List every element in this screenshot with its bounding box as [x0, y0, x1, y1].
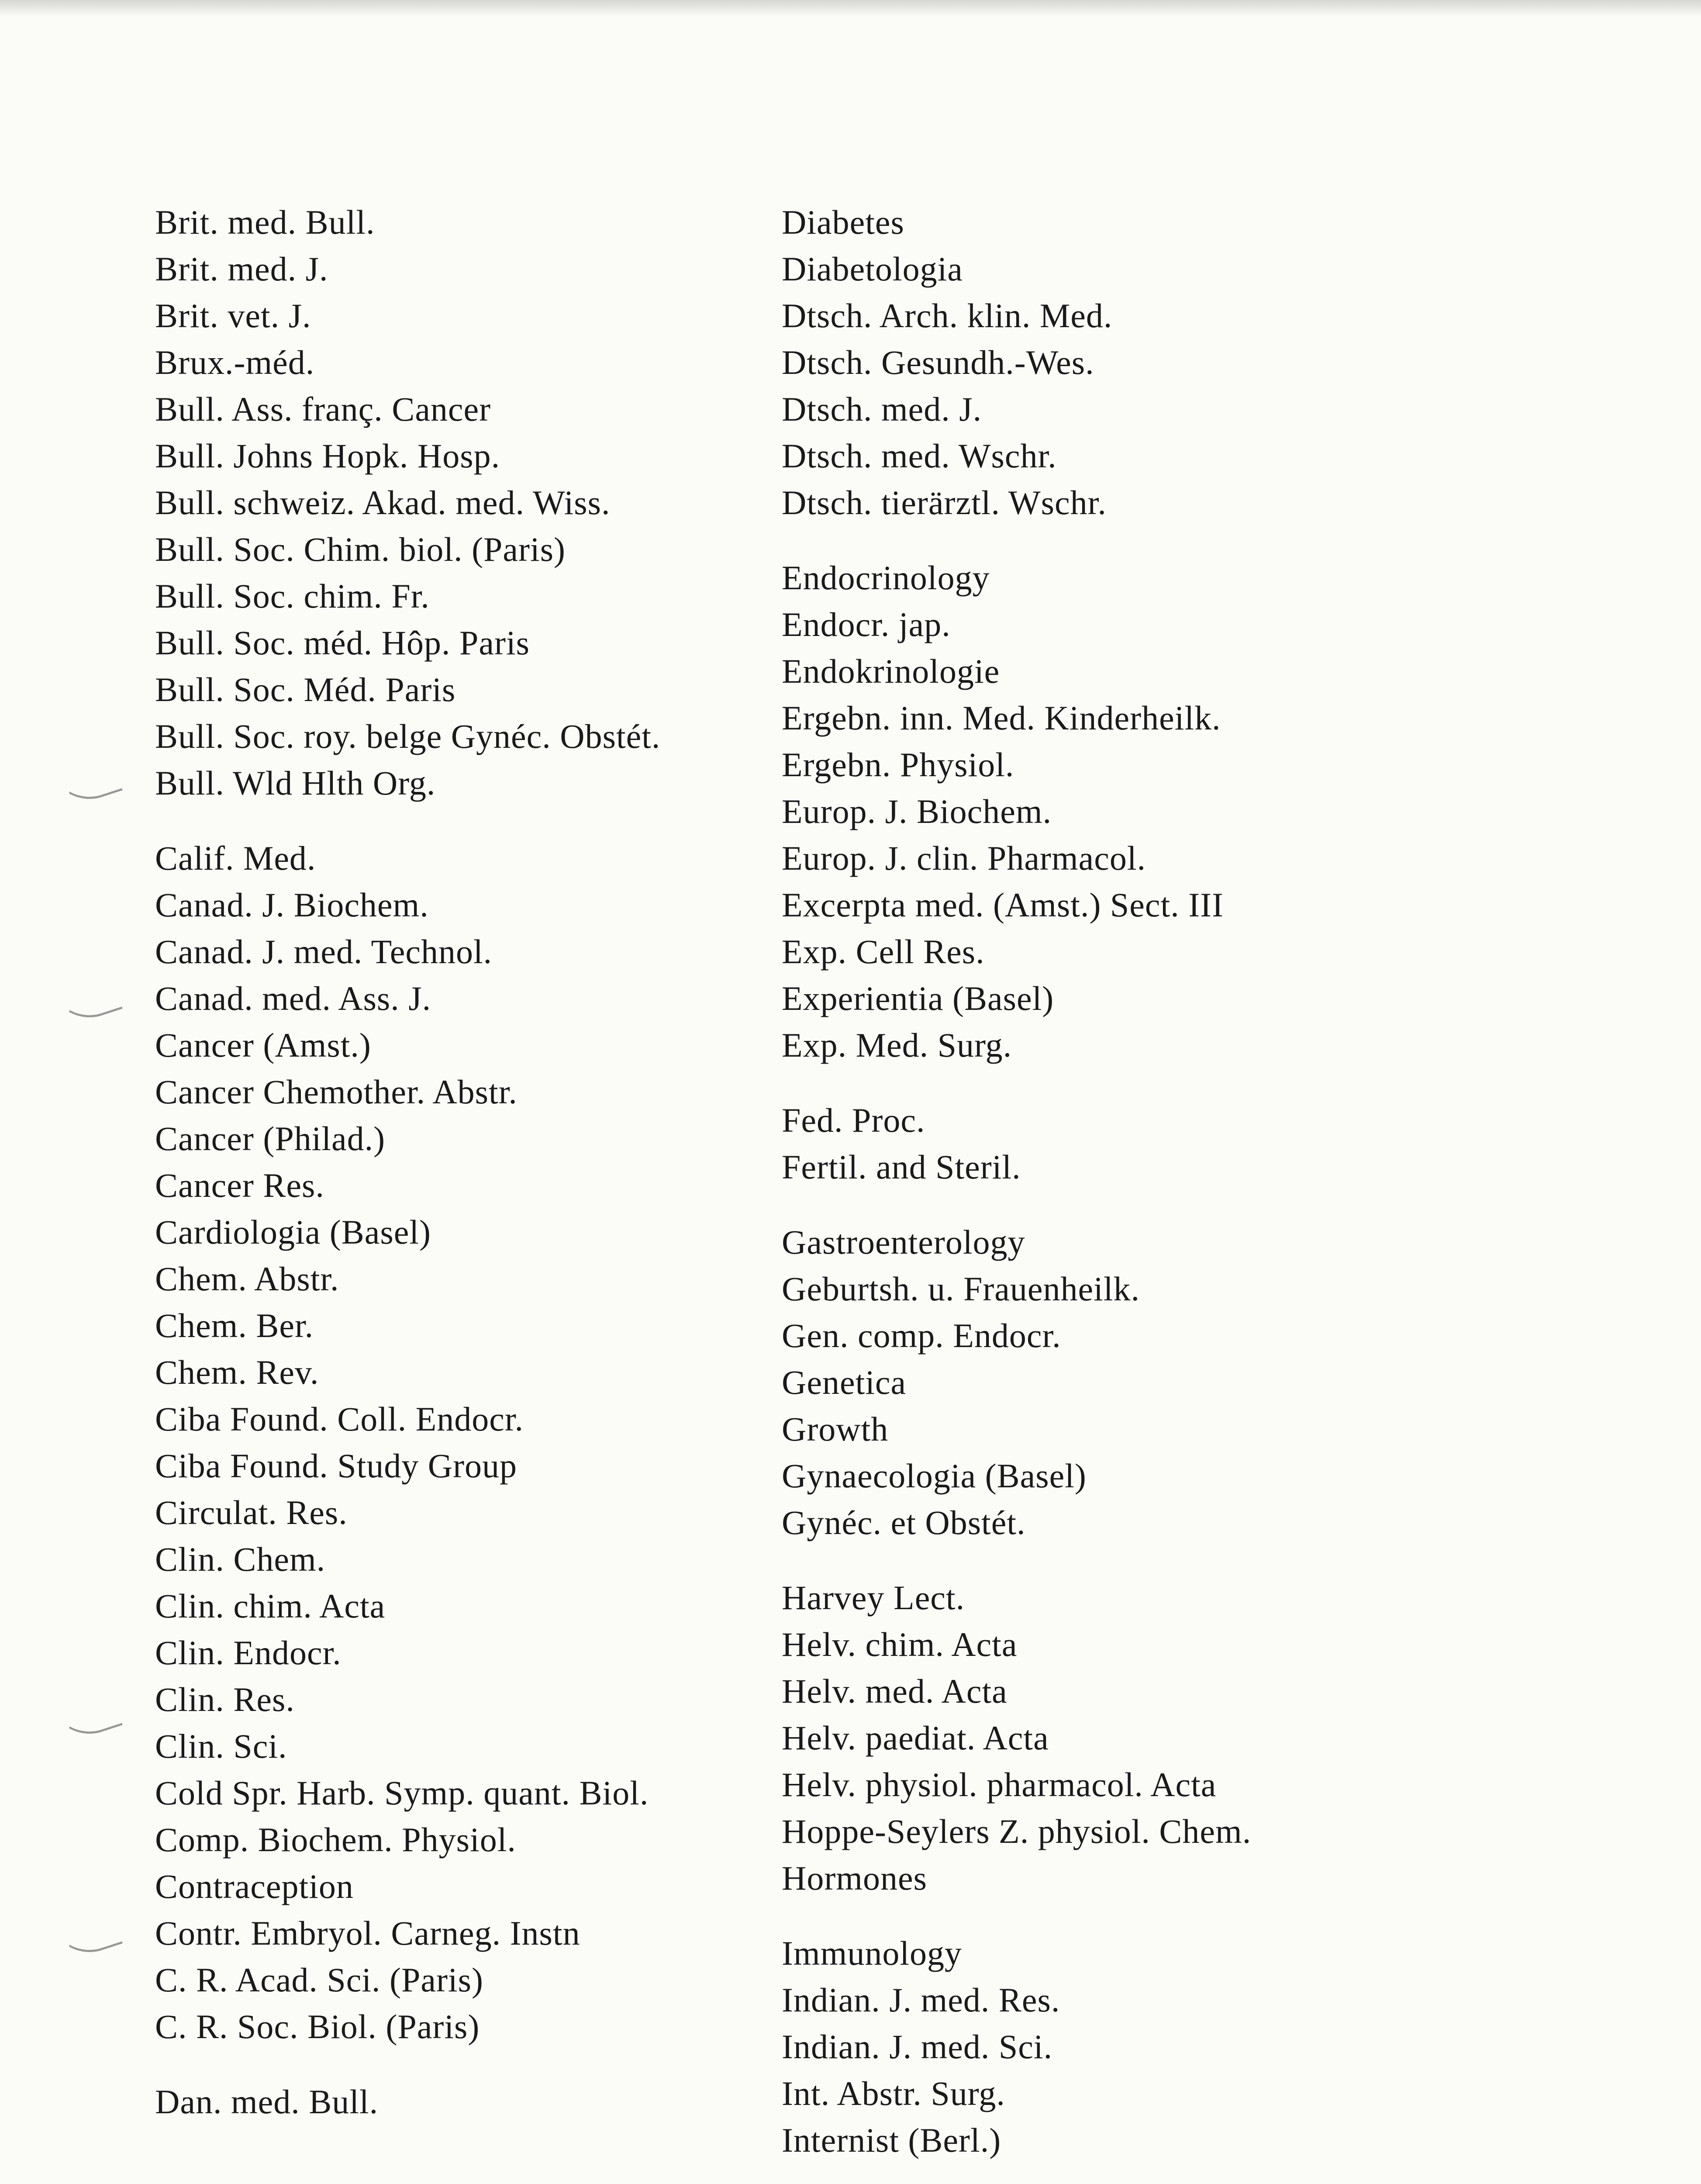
journal-abbreviation: Dtsch. tierärztl. Wschr.: [782, 484, 1107, 522]
journal-abbreviation: Europ. J. clin. Pharmacol.: [782, 839, 1146, 877]
journal-abbreviation: Clin. Res.: [155, 1680, 295, 1718]
journal-abbreviation: Clin. Endocr.: [155, 1634, 342, 1672]
journal-abbreviation: Bull. Soc. Méd. Paris: [155, 670, 456, 708]
journal-abbreviation: Clin. Sci.: [155, 1727, 287, 1765]
journal-abbreviation: Chem. Ber.: [155, 1306, 314, 1344]
abbreviation-group-d-right: [782, 199, 1437, 526]
journal-abbreviation: Dan. med. Bull.: [155, 2083, 379, 2121]
journal-abbreviation: Bull. Ass. franç. Cancer: [155, 390, 491, 428]
journal-abbreviation: Cancer Chemother. Abstr.: [155, 1073, 518, 1111]
journal-abbreviation: Gastroenterology: [782, 1223, 1025, 1261]
journal-abbreviation: Internist (Berl.): [782, 2121, 1001, 2159]
journal-abbreviation: Helv. chim. Acta: [782, 1625, 1018, 1663]
journal-abbreviation: Dtsch. med. J.: [782, 390, 982, 428]
journal-abbreviation: Fed. Proc.: [782, 1101, 925, 1139]
journal-abbreviation: Diabetologia: [782, 250, 963, 288]
journal-abbreviation: Dtsch. Gesundh.-Wes.: [782, 343, 1094, 381]
journal-abbreviation: Exp. Med. Surg.: [782, 1026, 1012, 1064]
journal-abbreviation: Fertil. and Steril.: [782, 1148, 1021, 1186]
journal-abbreviation: Gen. comp. Endocr.: [782, 1317, 1061, 1355]
journal-abbreviation: Cancer (Amst.): [155, 1026, 371, 1064]
journal-abbreviation: Bull. Soc. roy. belge Gynéc. Obstét.: [155, 717, 661, 755]
journal-abbreviation: Calif. Med.: [155, 839, 316, 877]
journal-abbreviation: Bull. Johns Hopk. Hosp.: [155, 437, 500, 475]
journal-abbreviation: Growth: [782, 1410, 889, 1448]
journal-abbreviation: Brit. vet. J.: [155, 297, 311, 335]
journal-abbreviation: Brit. med. J.: [155, 250, 328, 288]
journal-abbreviation: Int. Abstr. Surg.: [782, 2074, 1005, 2112]
journal-abbreviation: Bull. Soc. chim. Fr.: [155, 577, 430, 615]
journal-abbreviation: Bull. Wld Hlth Org.: [155, 764, 436, 802]
journal-abbreviation: Comp. Biochem. Physiol.: [155, 1821, 516, 1859]
journal-abbreviation: C. R. Soc. Biol. (Paris): [155, 2008, 480, 2046]
journal-abbreviation: Excerpta med. (Amst.) Sect. III: [782, 886, 1224, 924]
abbreviation-group-g: [782, 1219, 1437, 1546]
journal-abbreviation: Gynéc. et Obstét.: [782, 1503, 1026, 1541]
journal-abbreviation: Genetica: [782, 1363, 907, 1401]
journal-abbreviation: Europ. J. Biochem.: [782, 792, 1052, 830]
abbreviation-group-h: [782, 1574, 1437, 1901]
journal-abbreviation: Ciba Found. Coll. Endocr.: [155, 1400, 524, 1438]
journal-abbreviation: Harvey Lect.: [782, 1579, 965, 1617]
journal-abbreviation: Canad. J. med. Technol.: [155, 933, 493, 971]
journal-abbreviation: Geburtsh. u. Frauenheilk.: [782, 1270, 1140, 1308]
journal-abbreviation: Indian. J. med. Sci.: [782, 2028, 1053, 2066]
journal-abbreviation: Exp. Cell Res.: [782, 933, 985, 971]
journal-abbreviation: Ergebn. Physiol.: [782, 746, 1014, 784]
journal-abbreviation: Cold Spr. Harb. Symp. quant. Biol.: [155, 1774, 649, 1812]
journal-abbreviation: Gynaecologia (Basel): [782, 1457, 1087, 1495]
abbreviation-group-c: [155, 835, 810, 2050]
journal-abbreviation: Brit. med. Bull.: [155, 203, 375, 241]
journal-abbreviation: Experientia (Basel): [782, 979, 1054, 1017]
journal-abbreviation: Ergebn. inn. Med. Kinderheilk.: [782, 699, 1221, 737]
journal-abbreviation: Endocr. jap.: [782, 605, 951, 643]
binder-hole-mark: [43, 1883, 123, 1963]
binder-hole-mark: [43, 948, 123, 1028]
journal-abbreviation: Contr. Embryol. Carneg. Instn: [155, 1914, 580, 1952]
abbreviation-group-f: [782, 1097, 1437, 1190]
journal-abbreviation: Hoppe-Seylers Z. physiol. Chem.: [782, 1812, 1252, 1850]
journal-abbreviation: Ciba Found. Study Group: [155, 1447, 518, 1485]
journal-abbreviation: Clin. chim. Acta: [155, 1587, 386, 1625]
journal-abbreviation: Chem. Abstr.: [155, 1260, 339, 1298]
left-abbreviation-column: [155, 199, 810, 2153]
journal-abbreviation: Immunology: [782, 1934, 962, 1972]
binder-hole-mark: [43, 1665, 123, 1744]
journal-abbreviation: Helv. physiol. pharmacol. Acta: [782, 1766, 1217, 1804]
journal-abbreviation: Cancer (Philad.): [155, 1120, 386, 1158]
journal-abbreviation: Hormones: [782, 1859, 927, 1897]
abbreviation-group-e: [782, 554, 1437, 1068]
journal-abbreviation: Brux.-méd.: [155, 343, 315, 381]
journal-abbreviation: Helv. paediat. Acta: [782, 1719, 1049, 1757]
journal-abbreviation: C. R. Acad. Sci. (Paris): [155, 1961, 483, 1999]
journal-abbreviation: Contraception: [155, 1867, 354, 1905]
journal-abbreviation: Chem. Rev.: [155, 1353, 319, 1391]
right-abbreviation-column: [782, 199, 1437, 2184]
journal-abbreviation: Canad. med. Ass. J.: [155, 979, 431, 1017]
journal-abbreviation: Indian. J. med. Res.: [782, 1981, 1060, 2019]
journal-abbreviation: Helv. med. Acta: [782, 1672, 1007, 1710]
journal-abbreviation: Endokrinologie: [782, 652, 1000, 690]
journal-abbreviation: Diabetes: [782, 203, 904, 241]
binder-hole-mark: [43, 730, 123, 809]
journal-abbreviation: Cardiologia (Basel): [155, 1213, 431, 1251]
journal-abbreviation: Dtsch. med. Wschr.: [782, 437, 1057, 475]
abbreviation-group-b: [155, 199, 810, 806]
abbreviation-group-d-left: [155, 2078, 810, 2125]
abbreviation-group-i: [782, 1930, 1437, 2163]
journal-abbreviation: Canad. J. Biochem.: [155, 886, 429, 924]
journal-abbreviation: Endocrinology: [782, 559, 990, 597]
journal-abbreviation: Cancer Res.: [155, 1166, 324, 1204]
journal-abbreviation: Circulat. Res.: [155, 1493, 348, 1531]
journal-abbreviation: Bull. schweiz. Akad. med. Wiss.: [155, 484, 611, 522]
journal-abbreviation: Bull. Soc. méd. Hôp. Paris: [155, 624, 530, 662]
journal-abbreviation: Dtsch. Arch. klin. Med.: [782, 297, 1113, 335]
journal-abbreviation: Clin. Chem.: [155, 1540, 326, 1578]
journal-abbreviation: Bull. Soc. Chim. biol. (Paris): [155, 530, 566, 568]
